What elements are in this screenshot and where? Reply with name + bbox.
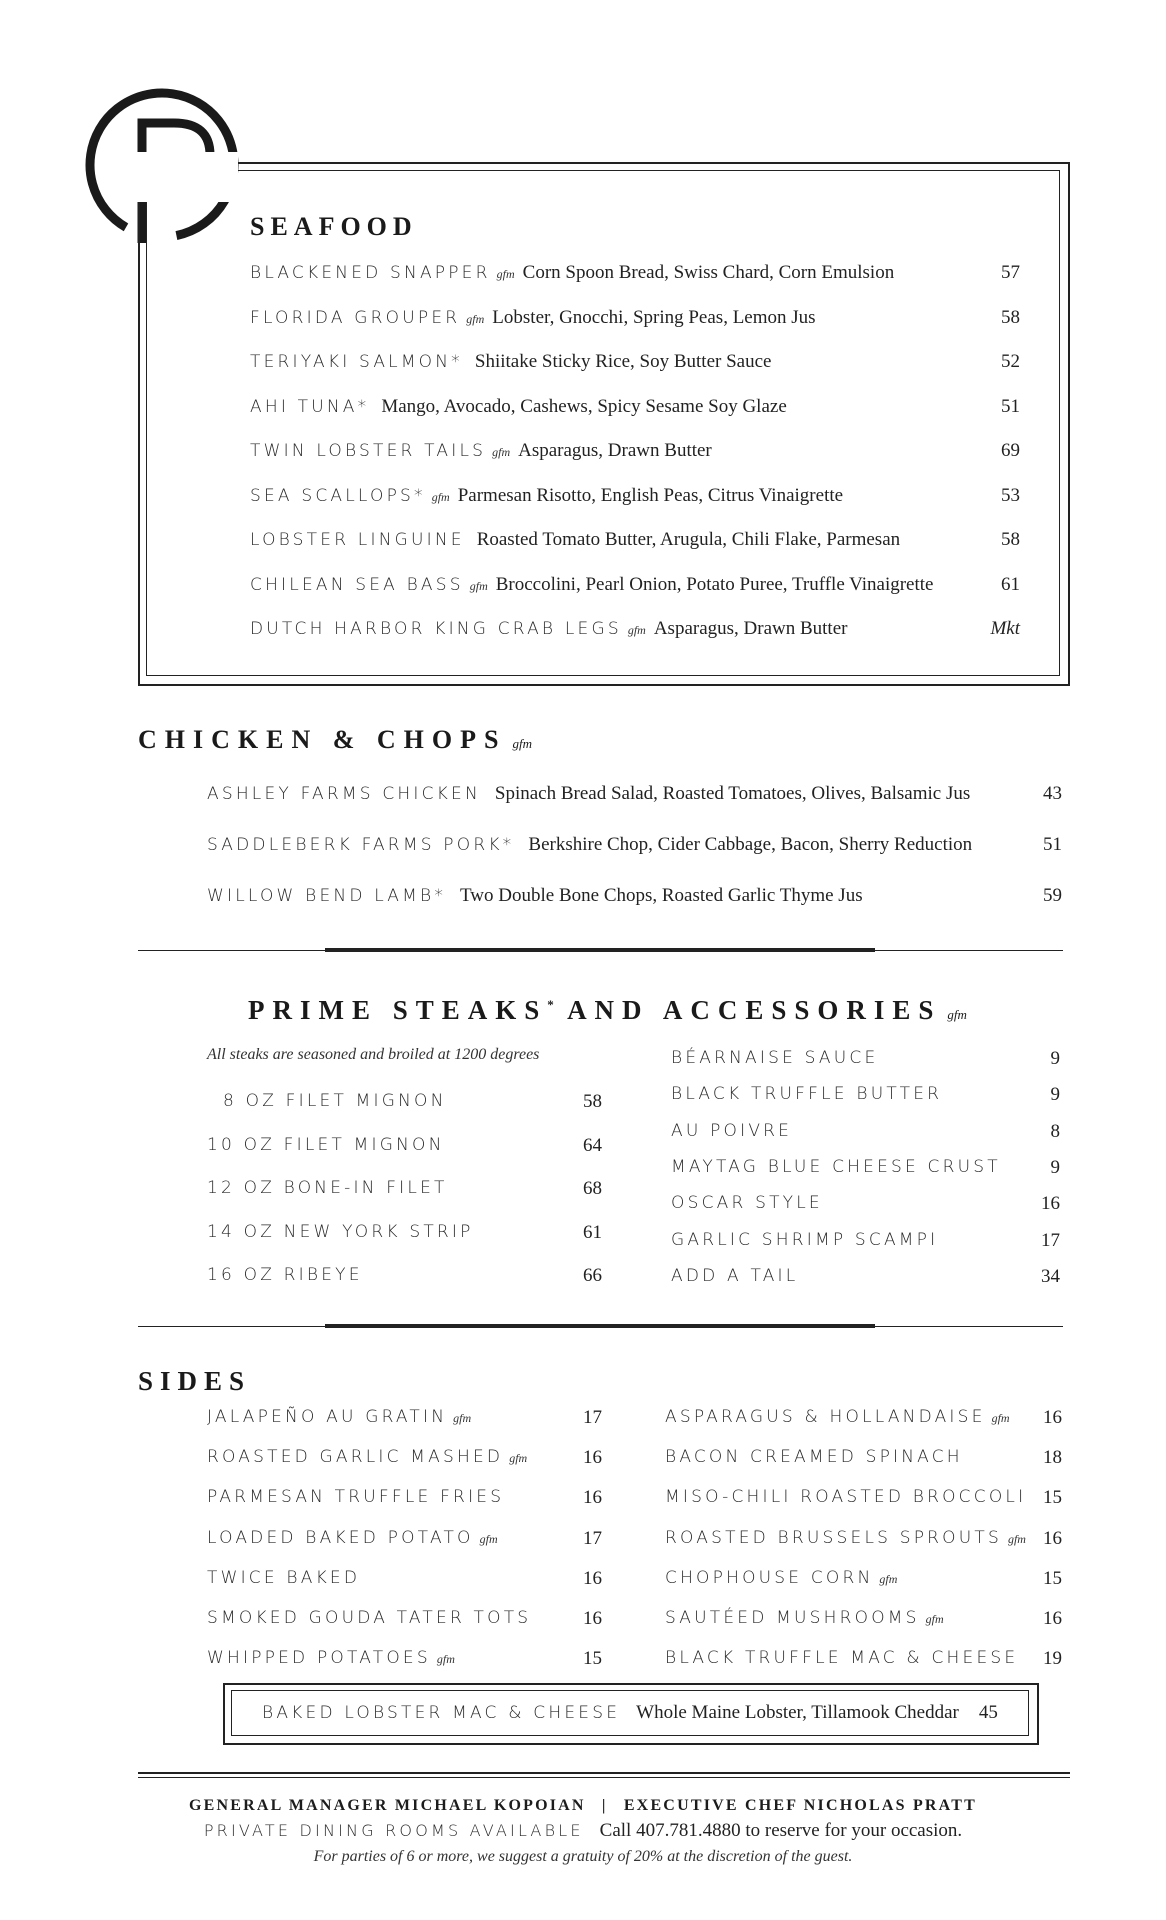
item-description: Two Double Bone Chops, Roasted Garlic Thyme Jus (460, 885, 863, 906)
side-price: 16 (583, 1487, 602, 1509)
item-name: CHILEAN SEA BASS (250, 574, 464, 595)
side-price: 16 (1043, 1608, 1062, 1629)
menu-item (207, 885, 863, 907)
side-price: 17 (583, 1527, 602, 1549)
item-price: 69 (1001, 440, 1020, 461)
accessory-price: 9 (1050, 1156, 1060, 1178)
divider-thick (325, 1324, 875, 1328)
steak-cut-name: 10 OZ FILET MIGNON (207, 1134, 445, 1155)
item-description: Broccolini, Pearl Onion, Potato Puree, Truffle Vinaigrette (495, 573, 934, 595)
gfm-tag: gfm (466, 311, 485, 326)
side-item (665, 1528, 1034, 1548)
accessory-name: ADD A TAIL (671, 1265, 799, 1286)
side-item (207, 1487, 504, 1507)
accessory-name: OSCAR STYLE (671, 1193, 823, 1214)
item-description: Lobster, Gnocchi, Spring Peas, Lemon Jus (492, 306, 816, 328)
item-name: TERIYAKI SALMON* (250, 352, 463, 372)
side-item (207, 1528, 506, 1548)
steaks-note: All steaks are seasoned and broiled at 1200 degrees (207, 1046, 540, 1063)
item-price: 51 (1043, 834, 1062, 855)
accessory-price: 9 (1050, 1048, 1060, 1069)
footer-gratuity: For parties of 6 or more, we suggest a gratuity of 20% at the discretion of the guest. (313, 1848, 853, 1865)
item-name: AHI TUNA* (250, 396, 370, 417)
accessory-name: MAYTAG BLUE CHEESE CRUST (671, 1156, 1001, 1177)
gfm-tag: gfm (879, 1571, 898, 1586)
side-item (665, 1568, 905, 1588)
side-item (207, 1447, 535, 1467)
side-name: MISO-CHILI ROASTED BROCCOLI (665, 1487, 1027, 1508)
item-name: SEA SCALLOPS* (250, 485, 426, 506)
side-price: 17 (583, 1407, 602, 1428)
gfm-tag: gfm (492, 445, 511, 459)
steak-cut-name: 12 OZ BONE-IN FILET (207, 1178, 448, 1198)
gfm-tag: gfm (1007, 1531, 1026, 1546)
item-description: Mango, Avocado, Cashews, Spicy Sesame Soy Glaze (381, 395, 787, 417)
menu-item (250, 529, 900, 551)
side-item (665, 1487, 1026, 1507)
side-price: 16 (1043, 1527, 1062, 1549)
gfm-tag: gfm (496, 267, 515, 281)
gfm-tag: gfm (479, 1531, 498, 1546)
side-name: CHOPHOUSE CORN (665, 1567, 874, 1588)
side-price: 15 (1043, 1487, 1062, 1509)
gfm-tag: gfm (469, 578, 488, 593)
steak-cut-name: 8 OZ FILET MIGNON (223, 1091, 447, 1111)
item-price: 58 (1001, 529, 1020, 550)
side-name: PARMESAN TRUFFLE FRIES (207, 1487, 505, 1508)
item-description: Shiitake Sticky Rice, Soy Butter Sauce (474, 351, 772, 372)
side-name: WHIPPED POTATOES (207, 1648, 431, 1669)
item-name: FLORIDA GROUPER (250, 307, 461, 328)
gfm-tag: gfm (436, 1652, 455, 1667)
accessory-price: 16 (1041, 1193, 1060, 1215)
accessory-name: AU POIVRE (671, 1120, 793, 1141)
steak-cut-price: 68 (583, 1178, 602, 1199)
footer-private-dining: PRIVATE DINING ROOMS AVAILABLE Call 407.781.4880 to reserve for your occasion. (203, 1820, 963, 1841)
item-price: Mkt (990, 618, 1020, 639)
steak-cut-price: 66 (583, 1265, 602, 1286)
item-price: 51 (1001, 395, 1020, 417)
seafood-frame-inner (146, 170, 1060, 676)
menu-item (250, 574, 933, 596)
feature-desc: Whole Maine Lobster, Tillamook Cheddar (636, 1702, 959, 1723)
item-name: WILLOW BEND LAMB* (207, 886, 447, 906)
gfm-tag: gfm (627, 623, 646, 637)
steak-cut-price: 58 (583, 1091, 602, 1112)
side-name: BLACK TRUFFLE MAC & CHEESE (665, 1648, 1019, 1669)
item-name: BLACKENED SNAPPER (250, 263, 491, 283)
accessory-price: 8 (1050, 1120, 1060, 1142)
divider-thick (325, 948, 875, 952)
gfm-tag: gfm (431, 489, 450, 504)
steaks-heading: PRIME STEAKS* AND ACCESSORIES gfm (248, 995, 967, 1025)
menu-item (250, 307, 816, 329)
accessory-name: GARLIC SHRIMP SCAMPI (671, 1229, 939, 1250)
side-price: 16 (583, 1447, 602, 1469)
footer-staff: GENERAL MANAGER MICHAEL KOPOIAN | EXECUTIVE CHEF NICHOLAS PRATT (189, 1797, 977, 1814)
accessory-name: BÉARNAISE SAUCE (671, 1048, 879, 1068)
gfm-tag: gfm (925, 1612, 944, 1626)
menu-item (250, 440, 712, 462)
side-name: LOADED BAKED POTATO (207, 1527, 474, 1548)
footer-rule-bottom (138, 1777, 1070, 1778)
side-item (207, 1648, 463, 1668)
feature-name: BAKED LOBSTER MAC & CHEESE (262, 1703, 621, 1723)
item-name: TWIN LOBSTER TAILS (250, 441, 487, 461)
side-price: 16 (583, 1567, 602, 1589)
feature-price: 45 (978, 1702, 998, 1723)
item-description: Parmesan Risotto, English Peas, Citrus Vinaigrette (457, 484, 844, 506)
item-name: LOBSTER LINGUINE (250, 530, 465, 550)
steak-cut-name: 16 OZ RIBEYE (207, 1265, 363, 1285)
item-description: Corn Spoon Bread, Swiss Chard, Corn Emulsion (522, 262, 895, 283)
menu-item (207, 783, 970, 805)
gfm-tag: gfm (453, 1411, 472, 1425)
side-name: SAUTÉED MUSHROOMS (665, 1608, 920, 1628)
steak-cut-price: 61 (583, 1221, 602, 1243)
side-item (665, 1608, 952, 1628)
item-name: DUTCH HARBOR KING CRAB LEGS (250, 619, 622, 639)
side-name: ASPARAGUS & HOLLANDAISE (665, 1407, 986, 1427)
item-price: 61 (1001, 573, 1020, 595)
menu-item (250, 396, 787, 418)
item-description: Spinach Bread Salad, Roasted Tomatoes, Olives, Balsamic Jus (494, 783, 971, 804)
side-price: 16 (1043, 1407, 1062, 1428)
item-description: Berkshire Chop, Cider Cabbage, Bacon, Sherry Reduction (528, 834, 973, 855)
item-price: 52 (1001, 351, 1020, 372)
side-name: JALAPEÑO AU GRATIN (207, 1407, 448, 1427)
side-item (665, 1648, 1018, 1668)
menu-item (250, 351, 771, 373)
side-name: ROASTED GARLIC MASHED (207, 1447, 504, 1468)
item-name: SADDLEBERK FARMS PORK* (207, 835, 515, 855)
item-name: ASHLEY FARMS CHICKEN (207, 784, 481, 804)
item-price: 43 (1043, 783, 1062, 804)
side-price: 15 (583, 1648, 602, 1670)
accessory-name: BLACK TRUFFLE BUTTER (671, 1084, 943, 1105)
sides-heading: SIDES (138, 1366, 252, 1396)
item-price: 58 (1001, 306, 1020, 328)
gfm-tag: gfm (509, 1451, 528, 1466)
gfm-tag: gfm (991, 1411, 1010, 1425)
item-description: Roasted Tomato Butter, Arugula, Chili Flake, Parmesan (476, 529, 901, 550)
item-description: Asparagus, Drawn Butter (653, 618, 848, 639)
side-name: BACON CREAMED SPINACH (665, 1447, 963, 1468)
menu-item (250, 618, 847, 640)
seafood-heading: SEAFOOD (250, 212, 418, 241)
side-item (207, 1608, 531, 1628)
steak-cut-name: 14 OZ NEW YORK STRIP (207, 1221, 474, 1242)
chicken-heading: CHICKEN & CHOPS gfm (138, 725, 532, 754)
accessory-price: 17 (1041, 1229, 1060, 1251)
footer-rule-top (138, 1772, 1070, 1774)
side-item (665, 1447, 963, 1467)
side-price: 19 (1043, 1648, 1062, 1670)
menu-item (250, 262, 894, 284)
accessory-price: 34 (1041, 1265, 1060, 1287)
side-price: 16 (583, 1608, 602, 1629)
side-name: SMOKED GOUDA TATER TOTS (207, 1608, 532, 1628)
menu-item (250, 485, 843, 507)
accessory-price: 9 (1050, 1084, 1060, 1106)
side-price: 15 (1043, 1567, 1062, 1589)
side-price: 18 (1043, 1447, 1062, 1469)
item-price: 53 (1001, 484, 1020, 506)
feature-item (262, 1702, 998, 1724)
steak-cut-price: 64 (583, 1134, 602, 1156)
side-item (665, 1407, 1018, 1427)
side-item (207, 1407, 479, 1427)
item-price: 59 (1043, 885, 1062, 906)
side-item (207, 1568, 360, 1588)
side-name: ROASTED BRUSSELS SPROUTS (665, 1527, 1002, 1548)
item-price: 57 (1001, 262, 1020, 283)
menu-item (207, 834, 972, 856)
side-name: TWICE BAKED (207, 1567, 361, 1588)
item-description: Asparagus, Drawn Butter (518, 440, 712, 461)
